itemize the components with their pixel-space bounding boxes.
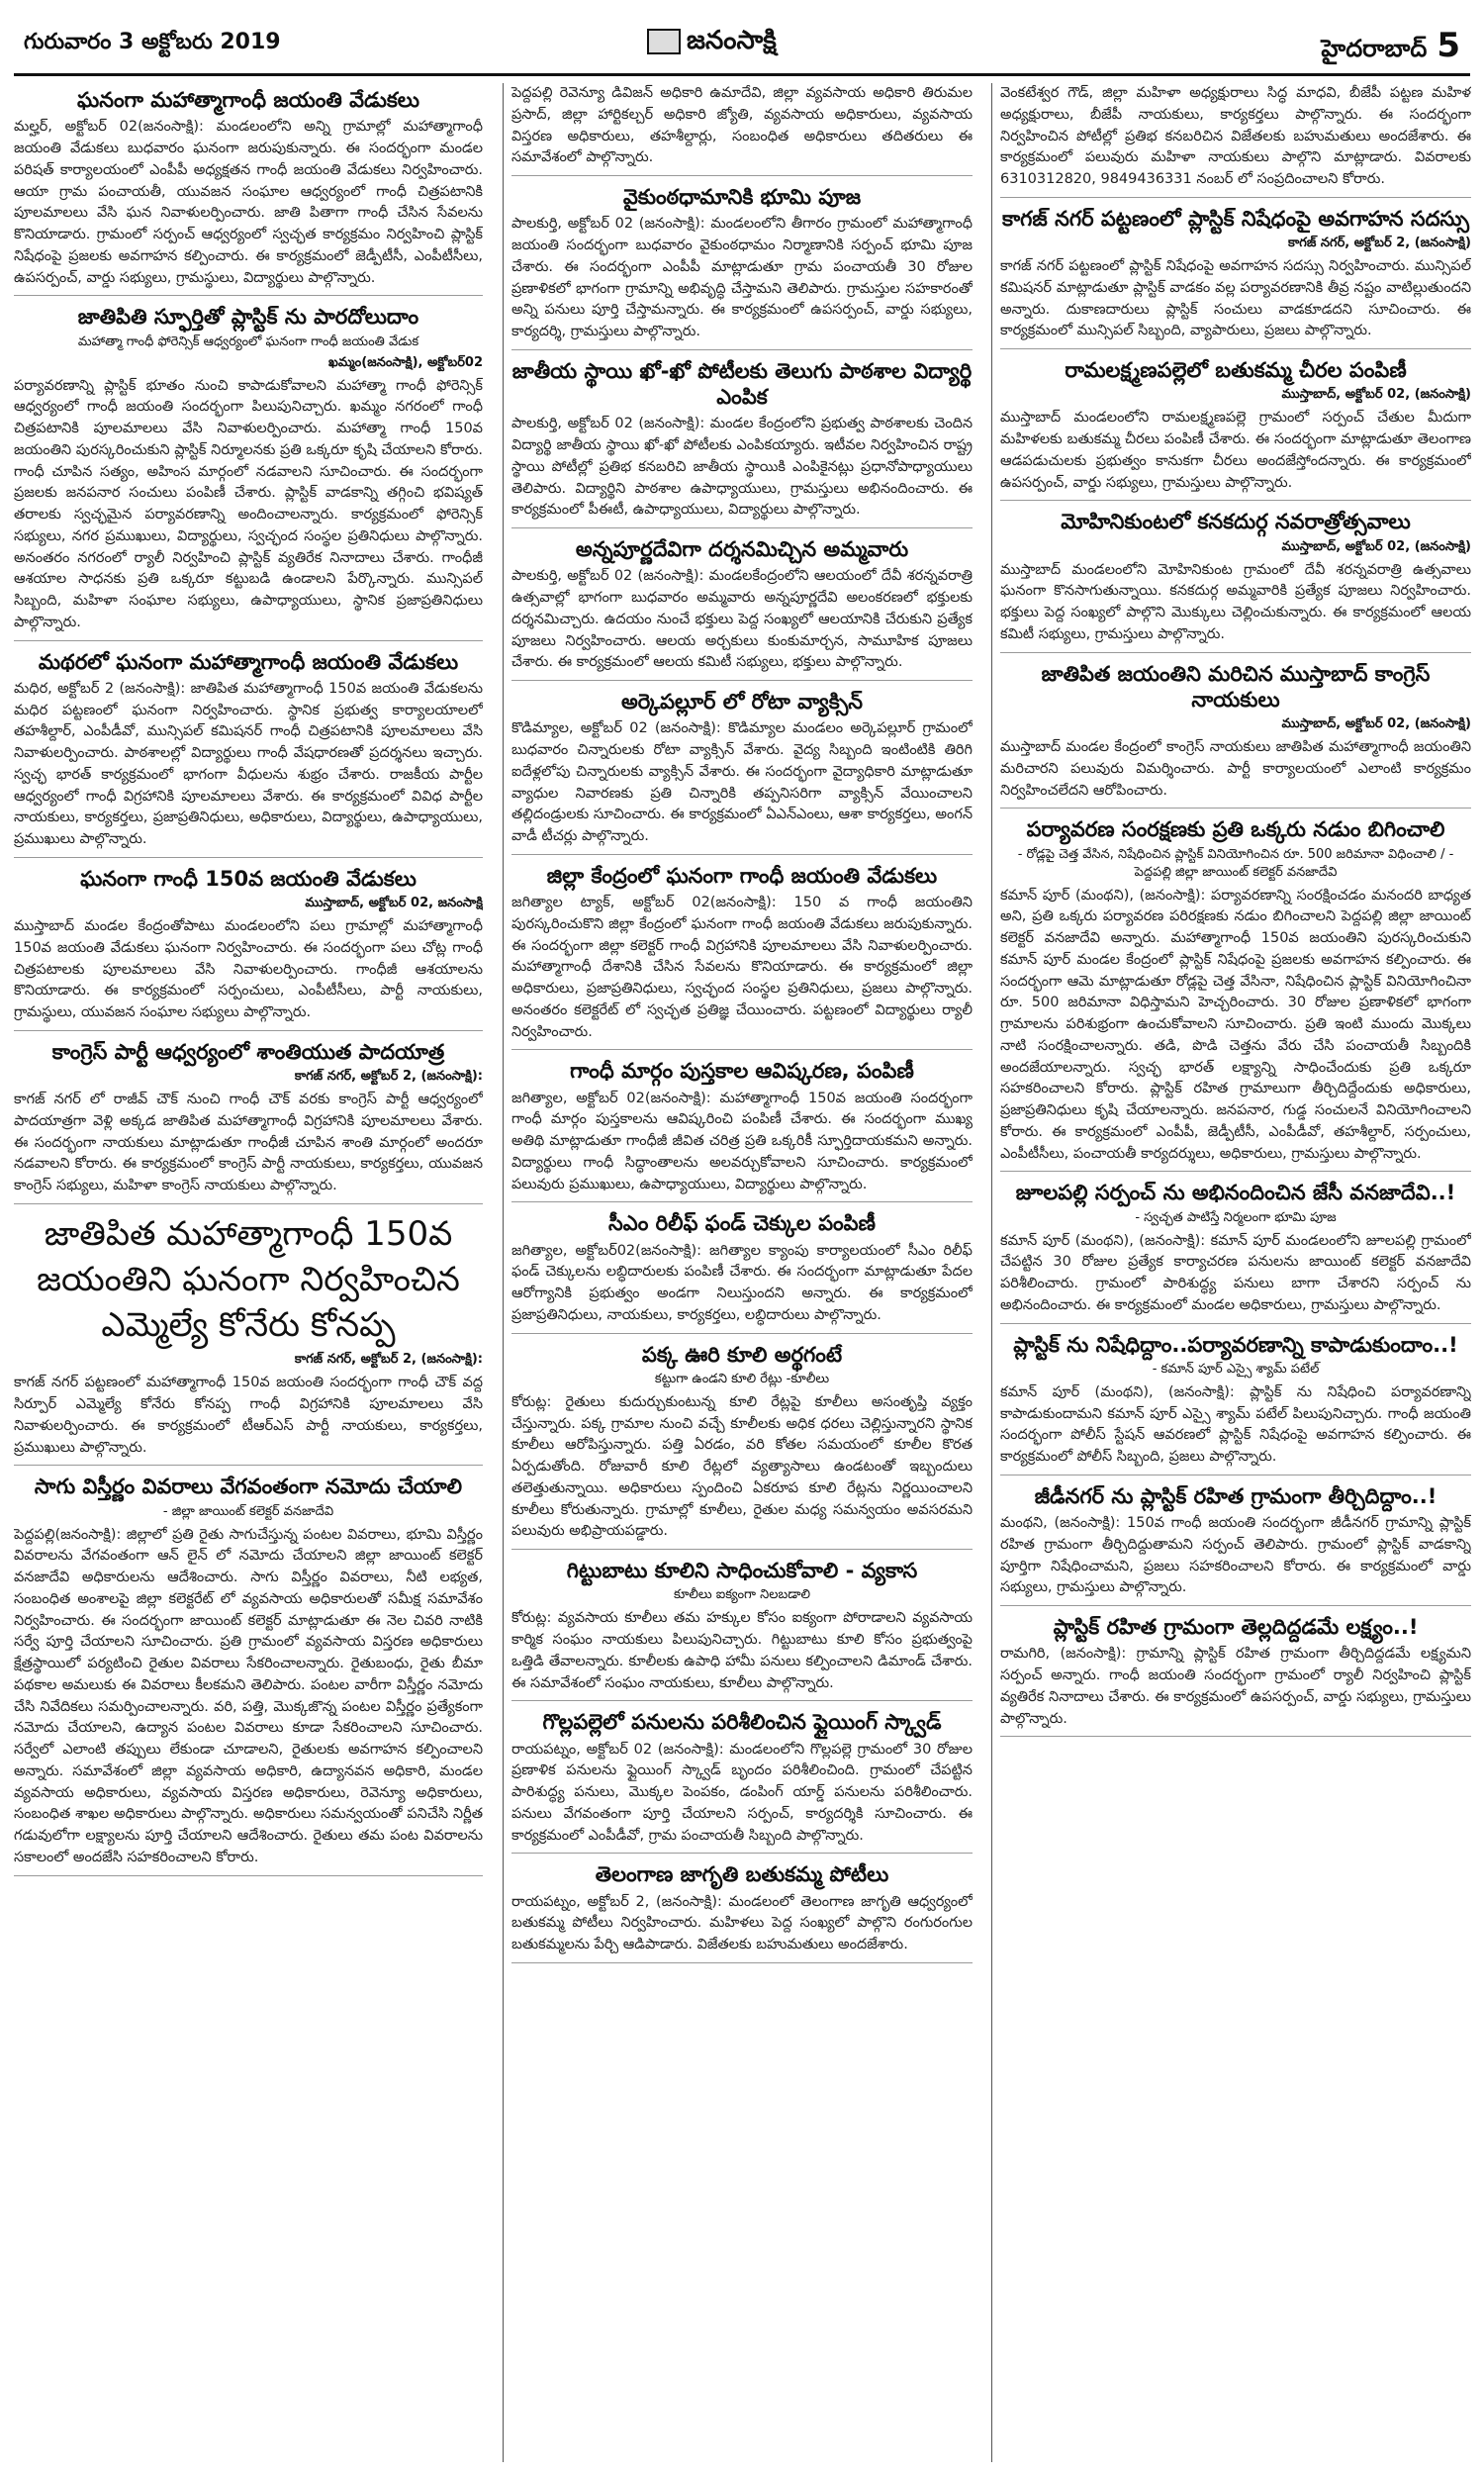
- paper-name: జనంసాక్షి: [687, 26, 777, 55]
- article: [14, 1474, 483, 1875]
- article: [1000, 816, 1471, 1172]
- article-body: కమాన్ పూర్ (మంథని), (జనంసాక్షి): పర్యావరణాన్ని సంరక్షించడం మనందరి బాధ్యత అని, ప్రతి ఒక్కరు పర్యావరణ పరిరక్షణకు నడుం బిగించాలని పెద్దపల్లి జిల్లా జాయింట్ కలెక్టర్ వనజాదేవి అన్నారు. మహాత్మాగాంధీ 150వ జయంతిని పురస్కరించుకుని కమాన్ పూర్ మండల కేంద్రంలో ప్లాస్టిక్ నిషేధంపై ప్రజలకు అవగాహన కల్పించారు. ఈ సందర్భంగా ఆమె మాట్లాడుతూ రోడ్లపై చెత్త వేసినా, నిషేధించిన ప్లాస్టిక్ వినియోగించినా రూ. 500 జరిమానా విధిస్తామని హెచ్చరించారు. 30 రోజుల ప్రణాళికలో భాగంగా గ్రామాలను పరిశుభ్రంగా ఉంచుకోవాలని సూచించారు. ప్రతి ఇంటి ముందు మొక్కలు నాటి సంరక్షించాలన్నారు. తడి, పొడి చెత్తను వేరు చేసి పంచాయతీ సిబ్బందికి అందజేయాలన్నారు. స్వచ్ఛ భారత్ లక్ష్యాన్ని సాధించేందుకు ప్రతి ఒక్కరూ సహకరించాలని కోరారు. ప్లాస్టిక్ రహిత గ్రామాలుగా తీర్చిదిద్దేందుకు అధికారులు, ప్రజాప్రతినిధులు కృషి చేయాలన్నారు. జనపనార, గుడ్డ సంచులనే వినియోగించాలని కోరారు. ఈ కార్యక్రమంలో ఎంపీపీ, జెడ్పీటీసీ, ఎంపీడీవో, తహశీల్దార్, సర్పంచులు, ఎంపీటీసీలు, పంచాయతీ కార్యదర్శులు, అధికారులు, గ్రామస్తులు పాల్గొన్నారు.: [1000, 887, 1471, 1162]
- article-subhead: కూలీలు ఐక్యంగా నిలబడాలి: [673, 1587, 811, 1603]
- city-name: హైదరాబాద్: [1321, 35, 1428, 62]
- article-headline: సీఎం రిలీఫ్ ఫండ్ చెక్కుల పంపిణీ: [608, 1211, 876, 1236]
- article-headline: జాతిపిత జయంతిని మరిచిన ముస్తాబాద్ కాంగ్రెస్ నాయకులు: [1041, 661, 1431, 712]
- article: [1000, 83, 1471, 198]
- article-body: ముస్తాబాద్ మండల కేంద్రంలో కాంగ్రెస్ నాయకులు జాతిపిత మహాత్మాగాంధీ జయంతిని మరిచారని పలువురు విమర్శించారు. పార్టీ కార్యాలయంలో ఎలాంటి కార్యక్రమం నిర్వహించలేదని ఆరోపించారు.: [1000, 739, 1471, 799]
- article: [1000, 357, 1471, 501]
- article-headline: జీడీనగర్ ను ప్లాస్టిక్ రహిత గ్రామంగా తీర్చిదిద్దాం..!: [1034, 1483, 1438, 1508]
- page-number: 5: [1437, 26, 1460, 65]
- article-headline: తెలంగాణ జాగృతి బతుకమ్మ పోటీలు: [595, 1862, 889, 1887]
- article-body: మంథని, (జనంసాక్షి): 150వ గాంధీ జయంతి సందర్భంగా జీడీనగర్ గ్రామాన్ని ప్లాస్టిక్ రహిత గ్రామంగా తీర్చిదిద్దుతామని సర్పంచ్ తెలిపారు. గ్రామంలో ప్లాస్టిక్ వాడకాన్ని పూర్తిగా నిషేధించామని, ప్రజలు సహకరించాలని కోరారు. ఈ కార్యక్రమంలో వార్డు సభ్యులు, గ్రామస్తులు పాల్గొన్నారు.: [1000, 1515, 1471, 1596]
- article-body: కమాన్ పూర్ (మంథని), (జనంసాక్షి): కమాన్ పూర్ మండలంలోని జూలపల్లి గ్రామంలో చేపట్టిన 30 రోజుల ప్రత్యేక కార్యాచరణ పనులను జాయింట్ కలెక్టర్ వనజాదేవి పరిశీలించారు. గ్రామంలో పారిశుద్ధ్య పనులు బాగా చేశారని సర్పంచ్ ను అభినందించారు. ఈ కార్యక్రమంలో మండల అధికారులు, గ్రామస్తులు పాల్గొన్నారు.: [1000, 1232, 1471, 1313]
- article-body: కోరుట్ల: రైతులు కుదుర్చుకుంటున్న కూలి రేట్లపై కూలీలు అసంతృప్తి వ్యక్తం చేస్తున్నారు. పక్క గ్రామాల నుంచి వచ్చే కూలీలకు అధిక ధరలు చెల్లిస్తున్నారని స్థానిక కూలీలు ఆరోపిస్తున్నారు. పత్తి ఏరడం, వరి కోతల సమయంలో కూలీల కొరత ఏర్పడుతోంది. రోజువారీ కూలి రేట్లలో వ్యత్యాసాలు ఉండటంతో ఇబ్బందులు తలెత్తుతున్నాయి. అధికారులు స్పందించి ఏకరూప కూలి రేట్లను నిర్ణయించాలని కూలీలు కోరుతున్నారు. గ్రామాల్లో కూలీలు, రైతుల మధ్య సమన్వయం అవసరమని పలువురు అభిప్రాయపడ్డారు.: [511, 1393, 973, 1540]
- article: [14, 1212, 483, 1467]
- article-body: పెద్దపల్లి రెవెన్యూ డివిజన్ అధికారి ఉమాదేవి, జిల్లా వ్యవసాయ అధికారి తిరుమల ప్రసాద్, జిల్లా హార్టికల్చర్ అధికారి జ్యోతి, వ్యవసాయ అధికారులు, వ్యవసాయ విస్తరణ అధికారులు, తహశీల్దార్లు, సంబంధిత అధికారులు తదితరులు ఈ సమావేశంలో పాల్గొన్నారు.: [511, 85, 973, 166]
- article-body: జగిత్యాల ట్యాక్, అక్టోబర్ 02(జనంసాక్షి): 150 వ గాంధీ జయంతిని పురస్కరించుకొని జిల్లా కేంద్రంలో ఘనంగా గాంధీ జయంతి వేడుకలు జరుపుకున్నారు. ఈ సందర్భంగా జిల్లా కలెక్టర్ గాంధీ విగ్రహానికి పూలమాలలు వేసి నివాళులర్పించారు. మహాత్మాగాంధీ దేశానికి చేసిన సేవలను కొనియాడారు. ఈ కార్యక్రమంలో జిల్లా అధికారులు, ప్రజాప్రతినిధులు, స్వచ్ఛంద సంస్థల ప్రతినిధులు, ప్రజలు పాల్గొన్నారు. అనంతరం కలెక్టరేట్ లో స్వచ్ఛత ప్రతిజ్ఞ చేయించారు. పట్టణంలో విద్యార్థులు ర్యాలీ నిర్వహించారు.: [511, 895, 973, 1040]
- article: [511, 1558, 973, 1701]
- article-headline: ప్లాస్టిక్ ను నిషేధిద్దాం..పర్యావరణాన్ని కాపాడుకుందాం..!: [1013, 1332, 1458, 1357]
- article-headline: జిల్లా కేంద్రంలో ఘనంగా గాంధీ జయంతి వేడుకలు: [546, 863, 938, 888]
- article-dateline: ముస్తాబాద్, అక్టోబర్ 02, (జనంసాక్షి): [1281, 538, 1471, 554]
- article-body: జగిత్యాల, అక్టోబర్ 02(జనంసాక్షి): మహాత్మాగాంధీ 150వ జయంతి సందర్భంగా గాంధీ మార్గం పుస్తకాలను ఆవిష్కరించి పంపిణీ చేశారు. ఈ సందర్భంగా ముఖ్య అతిథి మాట్లాడుతూ గాంధీజీ జీవిత చరిత్ర ప్రతి ఒక్కరికీ స్ఫూర్తిదాయకమని అన్నారు. విద్యార్థులు గాంధీ సిద్ధాంతాలను అలవర్చుకోవాలని సూచించారు. కార్యక్రమంలో పలువురు ప్రముఖులు, ఉపాధ్యాయులు, విద్యార్థులు పాల్గొన్నారు.: [511, 1090, 973, 1192]
- article-body: ముస్తాబాద్ మండలంలోని మోహినికుంట గ్రామంలో దేవీ శరన్నవరాత్రి ఉత్సవాలు ఘనంగా కొనసాగుతున్నాయి. కనకదుర్గ అమ్మవారికి ప్రత్యేక పూజలు నిర్వహించారు. భక్తులు పెద్ద సంఖ్యలో పాల్గొని మొక్కులు చెల్లించుకున్నారు. ఈ కార్యక్రమంలో ఆలయ కమిటీ సభ్యులు, గ్రామస్తులు పాల్గొన్నారు.: [1000, 561, 1471, 642]
- article: [1000, 1180, 1471, 1323]
- article-subhead: - జిల్లా జాయింట్ కలెక్టర్ వనజాదేవి: [162, 1503, 334, 1519]
- article-body: కాగజ్ నగర్ లో రాజీవ్ చౌక్ నుంచి గాంధీ చౌక్ వరకు కాంగ్రెస్ పార్టీ ఆధ్వర్యంలో పాదయాత్రగా వెళ్లి అక్కడ జాతిపిత మహాత్మాగాంధీ విగ్రహానికి పూలమాలలు వేశారు. ఈ సందర్భంగా నాయకులు మాట్లాడుతూ గాంధీజీ చూపిన శాంతి మార్గంలో అందరూ నడవాలని కోరారు. ఈ కార్యక్రమంలో కాంగ్రెస్ పార్టీ నాయకులు, కార్యకర్తలు, యువజన కాంగ్రెస్ సభ్యులు, మహిళా కాంగ్రెస్ నాయకులు పాల్గొన్నారు.: [14, 1092, 483, 1193]
- city-and-page: [1321, 26, 1460, 68]
- article-headline: పక్క ఊరి కూలి అర్థగంటే: [641, 1342, 843, 1367]
- article-headline: పర్యావరణ సంరక్షణకు ప్రతి ఒక్కరు నడుం బిగించాలి: [1026, 817, 1445, 842]
- article: [14, 649, 483, 858]
- article-headline: మోహినికుంటలో కనకదుర్గ నవరాత్రోత్సవాలు: [1061, 510, 1411, 534]
- article-dateline: ముస్తాబాద్, అక్టోబర్ 02, (జనంసాక్షి): [1281, 387, 1471, 403]
- article-headline: జాతిపితి స్ఫూర్తితో ప్లాస్టిక్ ను పారదోలుదాం: [77, 305, 419, 330]
- column-2: [503, 83, 973, 2462]
- article: [1000, 1332, 1471, 1475]
- article: [14, 304, 483, 640]
- article: [511, 863, 973, 1051]
- article-body: మల్హర్, అక్టోబర్ 02(జనంసాక్షి): మండలంలోని అన్ని గ్రామాల్లో మహాత్మాగాంధీ జయంతి వేడుకలు బుధవారం ఘనంగా జరుపుకున్నారు. ఈ సందర్భంగా మండల పరిషత్ కార్యాలయంలో ఎంపీపీ అధ్యక్షతన గాంధీ జయంతి వేడుకలు నిర్వహించారు. ఆయా గ్రామ పంచాయతీ, యువజన సంఘాల ఆధ్వర్యంలో గాంధీ చిత్రపటానికి పూలమాలలు వేసి ఘన నివాళులర్పించారు. జాతి పితాగా గాంధీ చేసిన సేవలను కొనియాడారు. గ్రామంలో సర్పంచ్ ఆధ్వర్యంలో స్వచ్ఛత కార్యక్రమం నిర్వహించి ప్లాస్టిక్ నిషేధంపై ప్రజలకు అవగాహన కల్పించారు. ఈ కార్యక్రమంలో జెడ్పీటీసీ, ఎంపీటీసీలు, ఉపసర్పంచ్, వార్డు సభ్యులు, గ్రామస్థులు, విద్యార్థులు పాల్గొన్నారు.: [14, 119, 483, 286]
- article-body: రాయపట్నం, అక్టోబర్ 02 (జనంసాక్షి): మండలంలోని గొల్లపల్లె గ్రామంలో 30 రోజుల ప్రణాళిక పనులను ఫ్లైయింగ్ స్క్వాడ్ బృందం పరిశీలించింది. గ్రామంలో చేపట్టిన పారిశుద్ధ్య పనులు, మొక్కల పెంపకం, డంపింగ్ యార్డ్ పనులను పరిశీలించారు. పనులు వేగవంతంగా పూర్తి చేయాలని సర్పంచ్, కార్యదర్శికి సూచించారు. ఈ కార్యక్రమంలో ఎంపీడీవో, గ్రామ పంచాయతీ సిబ్బంది పాల్గొన్నారు.: [511, 1741, 973, 1844]
- article: [14, 87, 483, 296]
- article: [14, 866, 483, 1031]
- paper-logo: [647, 26, 777, 61]
- logo-icon: [647, 29, 681, 54]
- article-body: పాలకుర్తి, అక్టోబర్ 02 (జనంసాక్షి): మండలకేంద్రంలోని ఆలయంలో దేవీ శరన్నవరాత్రి ఉత్సవాల్లో భాగంగా బుధవారం అమ్మవారు అన్నపూర్ణదేవి అలంకరణలో భక్తులకు దర్శనమిచ్చారు. ఉదయం నుంచే భక్తులు పెద్ద సంఖ్యలో ఆలయానికి చేరుకుని ప్రత్యేక పూజలు నిర్వహించారు. ఆలయ అర్చకులు కుంకుమార్చన, సామూహిక పూజలు చేశారు. ఈ కార్యక్రమంలో ఆలయ కమిటీ సభ్యులు, భక్తులు పాల్గొన్నారు.: [511, 568, 973, 671]
- article: [1000, 1614, 1471, 1737]
- article-dateline: కాగజ్ నగర్, అక్టోబర్ 2, (జనంసాక్షి): [1288, 236, 1471, 250]
- article-body: వెంకటేశ్వర గౌడ్, జిల్లా మహిళా అధ్యక్షురాలు సిద్ధ మాధవి, బీజేపీ పట్టణ మహిళ అధ్యక్షురాలు, బీజేపీ నాయకులు, కార్యకర్తలు పాల్గొన్నారు. ఈ సందర్భంగా నిర్వహించిన పోటీల్లో ప్రతిభ కనబరిచిన విజేతలకు బహుమతులు అందజేశారు. ఈ కార్యక్రమంలో పలువురు మహిళా నాయకులు పాల్గొని మాట్లాడారు. వివరాలకు 6310312820, 9849436331 నంబర్ లో సంప్రదించాలని కోరారు.: [1000, 85, 1471, 187]
- article-subhead: కట్టుగా ఉండని కూలి రేట్లు -కూలీలు: [654, 1371, 830, 1386]
- newspaper-page: [14, 18, 1470, 2462]
- article: [1000, 509, 1471, 652]
- article: [511, 184, 973, 350]
- article-dateline: కాగజ్ నగర్, అక్టోబర్ 2, (జనంసాక్షి):: [294, 1352, 483, 1368]
- article-headline: గొల్లపల్లెలో పనులను పరిశీలించిన ఫ్లైయింగ్ స్క్వాడ్: [542, 1710, 942, 1735]
- article-body: కమాన్ పూర్ (మంథని), (జనంసాక్షి): ప్లాస్టిక్ ను నిషేధించి పర్యావరణాన్ని కాపాడుకుందామని కమాన్ పూర్ ఎస్సై శ్యామ్ పటేల్ పిలుపునిచ్చారు. గాంధీ జయంతి సందర్భంగా పోలీస్ స్టేషన్ ఆవరణలో ప్లాస్టిక్ నిషేధంపై అవగాహన కల్పించారు. ఈ కార్యక్రమంలో పోలీస్ సిబ్బంది, ప్రజలు పాల్గొన్నారు.: [1000, 1383, 1471, 1465]
- article-headline: ప్లాస్టిక్ రహిత గ్రామంగా తెల్లదిద్దడమే లక్ష్యం..!: [1053, 1615, 1419, 1639]
- article: [14, 1039, 483, 1204]
- article-body: పాలకుర్తి, అక్టోబర్ 02 (జనంసాక్షి): మండల కేంద్రంలోని ప్రభుత్వ పాఠశాలకు చెందిన విద్యార్థి జాతీయ స్థాయి ఖో-ఖో పోటీలకు ఎంపికయ్యారు. ఇటీవల నిర్వహించిన రాష్ట్ర స్థాయి పోటీల్లో ప్రతిభ కనబరిచి జాతీయ స్థాయికి ఎంపికైనట్లు ప్రధానోపాధ్యాయులు తెలిపారు. విద్యార్థిని పాఠశాల ఉపాధ్యాయులు, గ్రామస్తులు అభినందించారు. ఈ కార్యక్రమంలో పీఈటీ, ఉపాధ్యాయులు, విద్యార్థులు పాల్గొన్నారు.: [511, 416, 973, 519]
- article-body: కాగజ్ నగర్ పట్టణంలో ప్లాస్టిక్ నిషేధంపై అవగాహన సదస్సు నిర్వహించారు. మున్సిపల్ కమిషనర్ మాట్లాడుతూ ప్లాస్టిక్ వాడకం వల్ల పర్యావరణానికి తీవ్ర నష్టం వాటిల్లుతుందని అన్నారు. దుకాణదారులు ప్లాస్టిక్ సంచులు వాడకూడదని సూచించారు. ఈ కార్యక్రమంలో మున్సిపల్ సిబ్బంది, వ్యాపారులు, ప్రజలు పాల్గొన్నారు.: [1000, 258, 1471, 339]
- article-headline: జూలపల్లి సర్పంచ్ ను అభినందించిన జేసీ వనజాదేవి..!: [1015, 1181, 1456, 1205]
- article-body: రామగిరి, (జనంసాక్షి): గ్రామాన్ని ప్లాస్టిక్ రహిత గ్రామంగా తీర్చిదిద్దడమే లక్ష్యమని సర్పంచ్ అన్నారు. గాంధీ జయంతి సందర్భంగా గ్రామంలో ర్యాలీ నిర్వహించి ప్లాస్టిక్ వ్యతిరేక నినాదాలు చేశారు. ఈ కార్యక్రమంలో ఉపసర్పంచ్, వార్డు సభ్యులు, గ్రామస్తులు పాల్గొన్నారు.: [1000, 1646, 1471, 1727]
- article-body: రాయపట్నం, అక్టోబర్ 2, (జనంసాక్షి): మండలంలో తెలంగాణ జాగృతి ఆధ్వర్యంలో బతుకమ్మ పోటీలు నిర్వహించారు. మహిళలు పెద్ద సంఖ్యలో పాల్గొని రంగురంగుల బతుకమ్మలను పేర్చి ఆడిపాడారు. విజేతలకు బహుమతులు అందజేశారు.: [511, 1893, 973, 1952]
- article: [1000, 661, 1471, 809]
- article-body: కోరుట్ల: వ్యవసాయ కూలీలు తమ హక్కుల కోసం ఐక్యంగా పోరాడాలని వ్యవసాయ కార్మిక సంఘం నాయకులు పిలుపునిచ్చారు. గిట్టుబాటు కూలి కోసం ప్రభుత్వంపై ఒత్తిడి తేవాలన్నారు. కూలీలకు ఉపాధి హామీ పనులు కల్పించాలని డిమాండ్ చేశారు. ఈ సమావేశంలో సంఘం నాయకులు, కూలీలు పాల్గొన్నారు.: [511, 1610, 973, 1691]
- article-subhead: - స్వచ్ఛత పాటిస్తే నిర్మలంగా భూమి పూజ: [1135, 1209, 1337, 1225]
- article-headline: రామలక్ష్మణపల్లెలో బతుకమ్మ చీరల పంపిణీ: [1065, 358, 1407, 382]
- article: [1000, 1483, 1471, 1606]
- article: [511, 1861, 973, 1963]
- article-headline: ఘనంగా మహాత్మాగాంధీ జయంతి వేడుకలు: [77, 88, 419, 112]
- article-body: కాగజ్ నగర్ పట్టణంలో మహాత్మాగాంధీ 150వ జయంతి సందర్భంగా గాంధీ చౌక్ వద్ద సిర్పూర్ ఎమ్మెల్యే కోనేరు కోనప్ప గాంధీ విగ్రహానికి పూలమాలలు వేసి నివాళులర్పించారు. ఈ కార్యక్రమంలో టీఆర్ఎస్ పార్టీ నాయకులు, కార్యకర్తలు, ప్రముఖులు పాల్గొన్నారు.: [14, 1375, 483, 1456]
- article-headline: గిట్టుబాటు కూలిని సాధించుకోవాలి - వ్యకాస: [566, 1559, 918, 1582]
- article-subhead: మహాత్మా గాంధీ ఫోరెన్సిక్ ఆధ్వర్యంలో ఘనంగా గాంధీ జయంతి వేడుక: [77, 333, 419, 349]
- article: [511, 1210, 973, 1333]
- article-dateline: ఖమ్మం(జనంసాక్షి), అక్టోబర్02: [328, 354, 483, 370]
- article: [511, 1342, 973, 1551]
- article-headline: సాగు విస్తీర్ణం వివరాలు వేగవంతంగా నమోదు చేయాలి: [34, 1475, 463, 1499]
- article-body: పర్యావరణాన్ని ప్లాస్టిక్ భూతం నుంచి కాపాడుకోవాలని మహాత్మా గాంధీ ఫోరెన్సిక్ ఆధ్వర్యంలో గాంధీ జయంతి సందర్భంగా పిలుపునిచ్చారు. ఖమ్మం నగరంలో గాంధీ చిత్రపటానికి పూలమాలలు వేసి నివాళులర్పించారు. మహాత్మా గాంధీ 150వ జయంతిని పురస్కరించుకుని ప్లాస్టిక్ నిర్మూలనకు ప్రతి ఒక్కరూ కృషి చేయాలని కోరారు. గాంధీ చూపిన సత్యం, అహింస మార్గంలో నడవాలని సూచించారు. ఈ సందర్భంగా ప్రజలకు జనపనార సంచులు పంపిణీ చేశారు. ప్లాస్టిక్ వాడకాన్ని తగ్గించి భవిష్యత్ తరాలకు స్వచ్ఛమైన పర్యావరణాన్ని అందించాలన్నారు. కార్యక్రమంలో ఫోరెన్సిక్ సభ్యులు, నగర ప్రముఖులు, విద్యార్థులు, స్వచ్ఛంద సంస్థల ప్రతినిధులు పాల్గొన్నారు. అనంతరం నగరంలో ర్యాలీ నిర్వహించి ప్లాస్టిక్ వ్యతిరేక నినాదాలు చేశారు. గాంధీజీ ఆశయాల సాధనకు ప్రతి ఒక్కరూ కట్టుబడి ఉండాలని పేర్కొన్నారు. మున్సిపల్ సిబ్బంది, మహిళా సంఘాల సభ్యులు, ఉపాధ్యాయులు, స్థానిక ప్రజాప్రతినిధులు పాల్గొన్నారు.: [14, 377, 483, 630]
- article-body: మధిర, అక్టోబర్ 2 (జనంసాక్షి): జాతిపిత మహాత్మాగాంధీ 150వ జయంతి వేడుకలను మధిర పట్టణంలో ఘనంగా నిర్వహించారు. స్థానిక ప్రభుత్వ కార్యాలయాలలో తహశీల్దార్, ఎంపీడీవో, మున్సిపల్ కమిషనర్ గాంధీ చిత్రపటానికి పూలమాలలు వేసి నివాళులర్పించారు. పాఠశాలల్లో విద్యార్థులు గాంధీ వేషధారణతో ప్రదర్శనలు ఇచ్చారు. స్వచ్ఛ భారత్ కార్యక్రమంలో భాగంగా వీధులను శుభ్రం చేశారు. రాజకీయ పార్టీల ఆధ్వర్యంలో గాంధీ విగ్రహానికి పూలమాలలు వేశారు. ఈ కార్యక్రమంలో వివిధ పార్టీల నాయకులు, కార్యకర్తలు, ప్రజాప్రతినిధులు, అధికారులు, విద్యార్థులు, ఉపాధ్యాయులు, ప్రముఖులు పాల్గొన్నారు.: [14, 680, 483, 847]
- article-headline: గాంధీ మార్గం పుస్తకాల ఆవిష్కరణ, పంపిణీ: [570, 1059, 914, 1084]
- column-1: [14, 83, 483, 2462]
- article: [511, 358, 973, 528]
- article-body: ముస్తాబాద్ మండల కేంద్రంతోపాటు మండలంలోని పలు గ్రామాల్లో మహాత్మాగాంధీ 150వ జయంతి వేడుకలు ఘనంగా నిర్వహించారు. ఈ సందర్భంగా పలు చోట్ల గాంధీ చిత్రపటాలకు పూలమాలలు వేసి నివాళులర్పించారు. గాంధీజీ ఆశయాలను కొనియాడారు. ఈ కార్యక్రమంలో సర్పంచులు, ఎంపీటీసీలు, పార్టీ నాయకులు, గ్రామస్థులు, యువజన సంఘాల సభ్యులు పాల్గొన్నారు.: [14, 918, 483, 1020]
- article-body: కొడిమ్యాల, అక్టోబర్ 02 (జనంసాక్షి): కొడిమ్యాల మండలం అర్కెపల్లూర్ గ్రామంలో బుధవారం చిన్నారులకు రోటా వ్యాక్సిన్ వేశారు. వైద్య సిబ్బంది ఇంటింటికి తిరిగి ఐదేళ్లలోపు చిన్నారులకు వ్యాక్సిన్ వేశారు. ఈ సందర్భంగా వైద్యాధికారి మాట్లాడుతూ వ్యాధుల నివారణకు ప్రతి చిన్నారికి తప్పనిసరిగా వ్యాక్సిన్ వేయించాలని తల్లిదండ్రులకు సూచించారు. ఈ కార్యక్రమంలో ఏఎన్ఎంలు, ఆశా కార్యకర్తలు, అంగన్ వాడీ టీచర్లు పాల్గొన్నారు.: [511, 720, 973, 844]
- masthead: [14, 18, 1470, 76]
- article-headline: జాతీయ స్థాయి ఖో-ఖో పోటీలకు తెలుగు పాఠశాల విద్యార్థి ఎంపిక: [511, 358, 973, 409]
- column-3: [991, 83, 1471, 2462]
- article-headline: కాగజ్ నగర్ పట్టణంలో ప్లాస్టిక్ నిషేధంపై అవగాహన సదస్సు: [1001, 206, 1470, 231]
- article-headline: మథరలో ఘనంగా మహాత్మాగాంధీ జయంతి వేడుకలు: [38, 649, 459, 674]
- article-headline: జాతిపిత మహాత్మాగాంధీ 150వ జయంతిని ఘనంగా నిర్వహించిన ఎమ్మెల్యే కోనేరు కోనప్ప: [37, 1213, 460, 1345]
- article-headline: అన్నపూర్ణదేవిగా దర్శనమిచ్చిన అమ్మవారు: [575, 537, 909, 561]
- article-body: ముస్తాబాద్ మండలంలోని రామలక్ష్మణపల్లె గ్రామంలో సర్పంచ్ చేతుల మీదుగా మహిళలకు బతుకమ్మ చీరలు పంపిణీ చేశారు. ఈ సందర్భంగా మాట్లాడుతూ తెలంగాణ ఆడపడుచులకు ప్రభుత్వం కానుకగా చీరలు అందజేస్తోందన్నారు. ఈ కార్యక్రమంలో ఉపసర్పంచ్, వార్డు సభ్యులు, గ్రామస్తులు పాల్గొన్నారు.: [1000, 410, 1471, 491]
- issue-date: గురువారం 3 అక్టోబరు 2019: [24, 30, 281, 54]
- article: [511, 689, 973, 855]
- article-headline: వైకుంఠధామానికి భూమి పూజ: [622, 185, 862, 209]
- article-body: పెద్దపల్లి(జనంసాక్షి): జిల్లాలో ప్రతి రైతు సాగుచేస్తున్న పంటల వివరాలు, భూమి విస్తీర్ణం వివరాలను వేగవంతంగా ఆన్ లైన్ లో నమోదు చేయాలని జిల్లా జాయింట్ కలెక్టర్ వనజాదేవి అధికారులను ఆదేశించారు. సాగు విస్తీర్ణం వివరాలు, నీటి లభ్యత, సంబంధిత అంశాలపై జిల్లా కలెక్టరేట్ లో వ్యవసాయ అధికారులతో సమీక్ష సమావేశం నిర్వహించారు. ఈ సందర్భంగా జాయింట్ కలెక్టర్ మాట్లాడుతూ ఈ నెల చివరి నాటికి సర్వే పూర్తి చేయాలని సూచించారు. ప్రతి గ్రామంలో వ్యవసాయ విస్తరణ అధికారులు క్షేత్రస్థాయిలో పర్యటించి రైతుల వివరాలు సేకరించాలన్నారు. రైతుబంధు, రైతు బీమా పథకాల అమలుకు ఈ వివరాలు కీలకమని తెలిపారు. పంటల వారీగా విస్తీర్ణం నమోదు చేసి నివేదికలు సమర్పించాలన్నారు. వరి, పత్తి, మొక్కజొన్న పంటల విస్తీర్ణం ప్రత్యేకంగా నమోదు చేయాలని, ఉద్యాన పంటల వివరాలు కూడా సేకరించాలని సూచించారు. సర్వేలో ఎలాంటి తప్పులు లేకుండా చూడాలని, రైతులకు అవగాహన కల్పించాలని అన్నారు. సమావేశంలో జిల్లా వ్యవసాయ అధికారి, ఉద్యానవన అధికారి, మండల వ్యవసాయ అధికారులు, వ్యవసాయ విస్తరణ అధికారులు, రెవెన్యూ అధికారులు, సంబంధిత శాఖల అధికారులు పాల్గొన్నారు. అధికారులు సమన్వయంతో పనిచేసి నిర్ణీత గడువులోగా లక్ష్యాలను పూర్తి చేయాలని ఆదేశించారు. రైతులు తమ పంట వివరాలను సకాలంలో అందజేసి సహకరించాలని కోరారు.: [14, 1526, 483, 1865]
- article-body: పాలకుర్తి, అక్టోబర్ 02 (జనంసాక్షి): మండలంలోని తీగారం గ్రామంలో మహాత్మాగాంధీ జయంతి సందర్భంగా బుధవారం వైకుంఠధామం నిర్మాణానికి సర్పంచ్ భూమి పూజ చేశారు. ఈ సందర్భంగా ఎంపీపీ మాట్లాడుతూ గ్రామ పంచాయతీ 30 రోజుల ప్రణాళికలో భాగంగా గ్రామాన్ని అభివృద్ధి చేస్తామని తెలిపారు. గ్రామస్తుల సహకారంతో అన్ని పనులు పూర్తి చేస్తామన్నారు. ఈ కార్యక్రమంలో ఉపసర్పంచ్, వార్డు సభ్యులు, కార్యదర్శి, గ్రామస్తులు పాల్గొన్నారు.: [511, 216, 973, 339]
- article-headline: అర్కెపల్లూర్ లో రోటా వ్యాక్సిన్: [621, 690, 863, 714]
- article-body: జగిత్యాల, అక్టోబర్02(జనంసాక్షి): జగిత్యాల క్యాంపు కార్యాలయంలో సీఎం రిలీఫ్ ఫండ్ చెక్కులను లబ్ధిదారులకు పంపిణీ చేశారు. ఈ సందర్భంగా మాట్లాడుతూ పేదల ఆరోగ్యానికి ప్రభుత్వం అండగా నిలుస్తుందని అన్నారు. ఈ కార్యక్రమంలో ప్రజాప్రతినిధులు, నాయకులు, కార్యకర్తలు, లబ్ధిదారులు పాల్గొన్నారు.: [511, 1242, 973, 1323]
- article-dateline: కాగజ్ నగర్, అక్టోబర్ 2, (జనంసాక్షి):: [294, 1069, 483, 1084]
- article-dateline: ముస్తాబాద్, అక్టోబర్ 02, జనంసాక్షి: [305, 896, 483, 910]
- article: [511, 536, 973, 681]
- article-headline: ఘనంగా గాంధీ 150వ జయంతి వేడుకలు: [80, 866, 417, 891]
- article: [511, 1058, 973, 1202]
- article: [511, 83, 973, 176]
- article-headline: కాంగ్రెస్ పార్టీ ఆధ్వర్యంలో శాంతియుత పాదయాత్ర: [51, 1039, 445, 1064]
- article: [1000, 206, 1471, 349]
- article-subhead: - రోడ్లపై చెత్త వేసిన, నిషేధించిన ప్లాస్టిక్ వినియోగించిన రూ. 500 జరిమానా విధించాలి / - పెద్దపల్లి జిల్లా జాయింట్ కలెక్టర్ వనజాదేవి: [1017, 846, 1454, 880]
- article-subhead: - కమాన్ పూర్ ఎస్సై శ్యామ్ పటేల్: [1152, 1361, 1320, 1377]
- article-dateline: ముస్తాబాద్, అక్టోబర్ 02, (జనంసాక్షి): [1281, 716, 1471, 731]
- article: [511, 1709, 973, 1854]
